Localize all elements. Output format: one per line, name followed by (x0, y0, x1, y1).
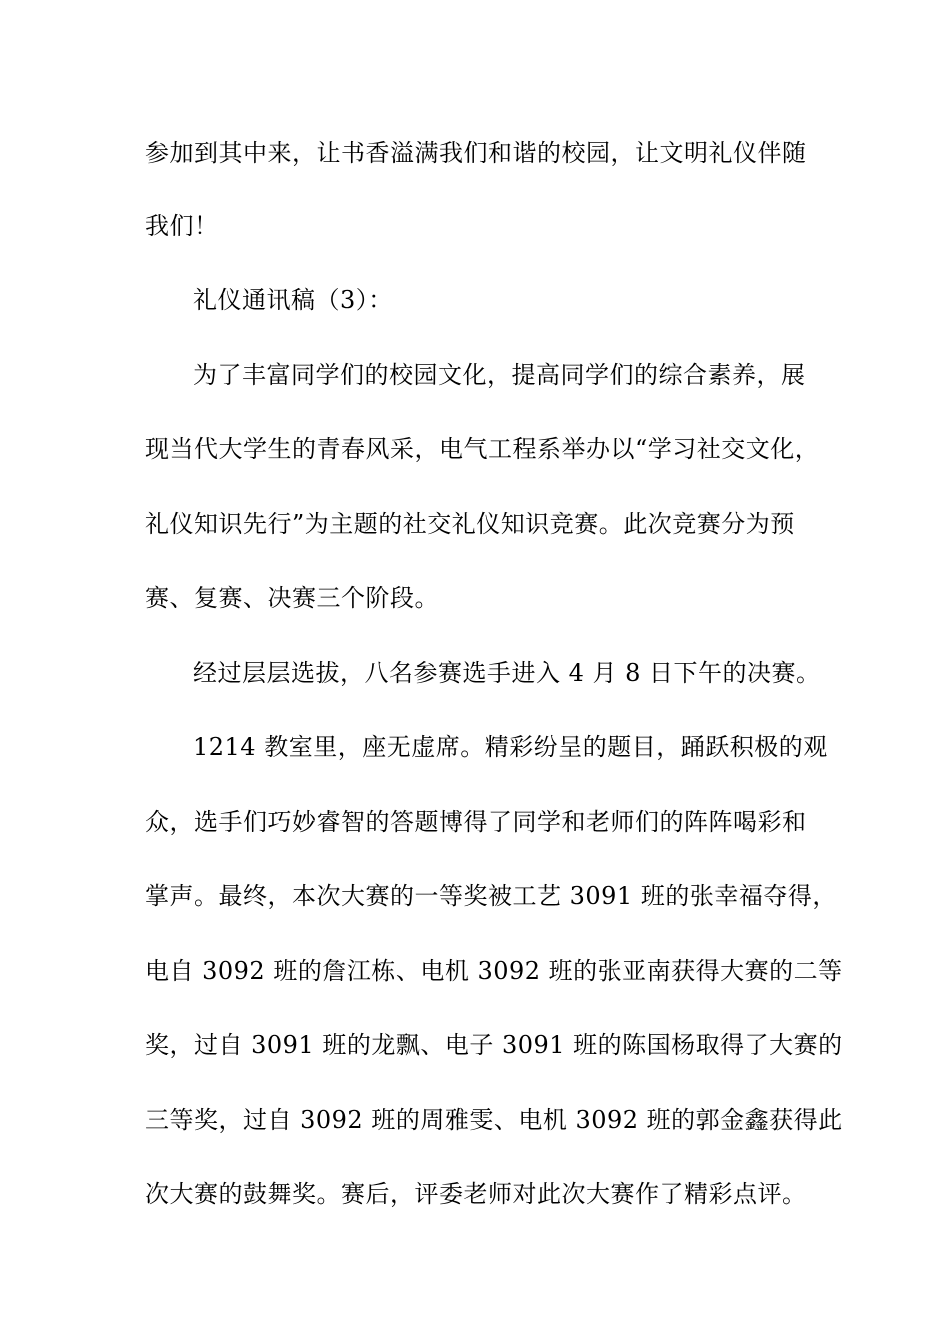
body-text-line: 礼仪知识先行”为主题的社交礼仪知识竞赛。此次竞赛分为预 (145, 510, 795, 538)
body-text-line: 次大赛的鼓舞奖。赛后，评委老师对此次大赛作了精彩点评。 (145, 1180, 807, 1208)
body-text-line: 现当代大学生的青春风采，电气工程系举办以“学习社交文化， (145, 435, 820, 463)
body-text-line: 电自 3092 班的詹江栋、电机 3092 班的张亚南获得大赛的二等 (145, 957, 843, 985)
body-text-line: 奖，过自 3091 班的龙飘、电子 3091 班的陈国杨取得了大赛的 (145, 1031, 843, 1059)
body-text-line: 三等奖，过自 3092 班的周雅雯、电机 3092 班的郭金鑫获得此 (145, 1106, 843, 1134)
body-text-line: 为了丰富同学们的校园文化，提高同学们的综合素养，展 (193, 361, 806, 389)
body-text-line: 众，选手们巧妙睿智的答题博得了同学和老师们的阵阵喝彩和 (145, 808, 807, 836)
body-text-line: 1214 教室里，座无虚席。精彩纷呈的题目，踊跃积极的观 (193, 733, 828, 761)
body-text-line: 参加到其中来，让书香溢满我们和谐的校园，让文明礼仪伴随 (145, 139, 807, 167)
section-heading: 礼仪通讯稿（3）： (193, 286, 393, 314)
body-text-line: 掌声。最终，本次大赛的一等奖被工艺 3091 班的张幸福夺得， (145, 882, 837, 910)
body-text-line: 我们！ (145, 212, 219, 240)
body-text-line: 经过层层选拔，八名参赛选手进入 4 月 8 日下午的决赛。 (193, 659, 821, 687)
body-text-line: 赛、复赛、决赛三个阶段。 (145, 584, 439, 612)
